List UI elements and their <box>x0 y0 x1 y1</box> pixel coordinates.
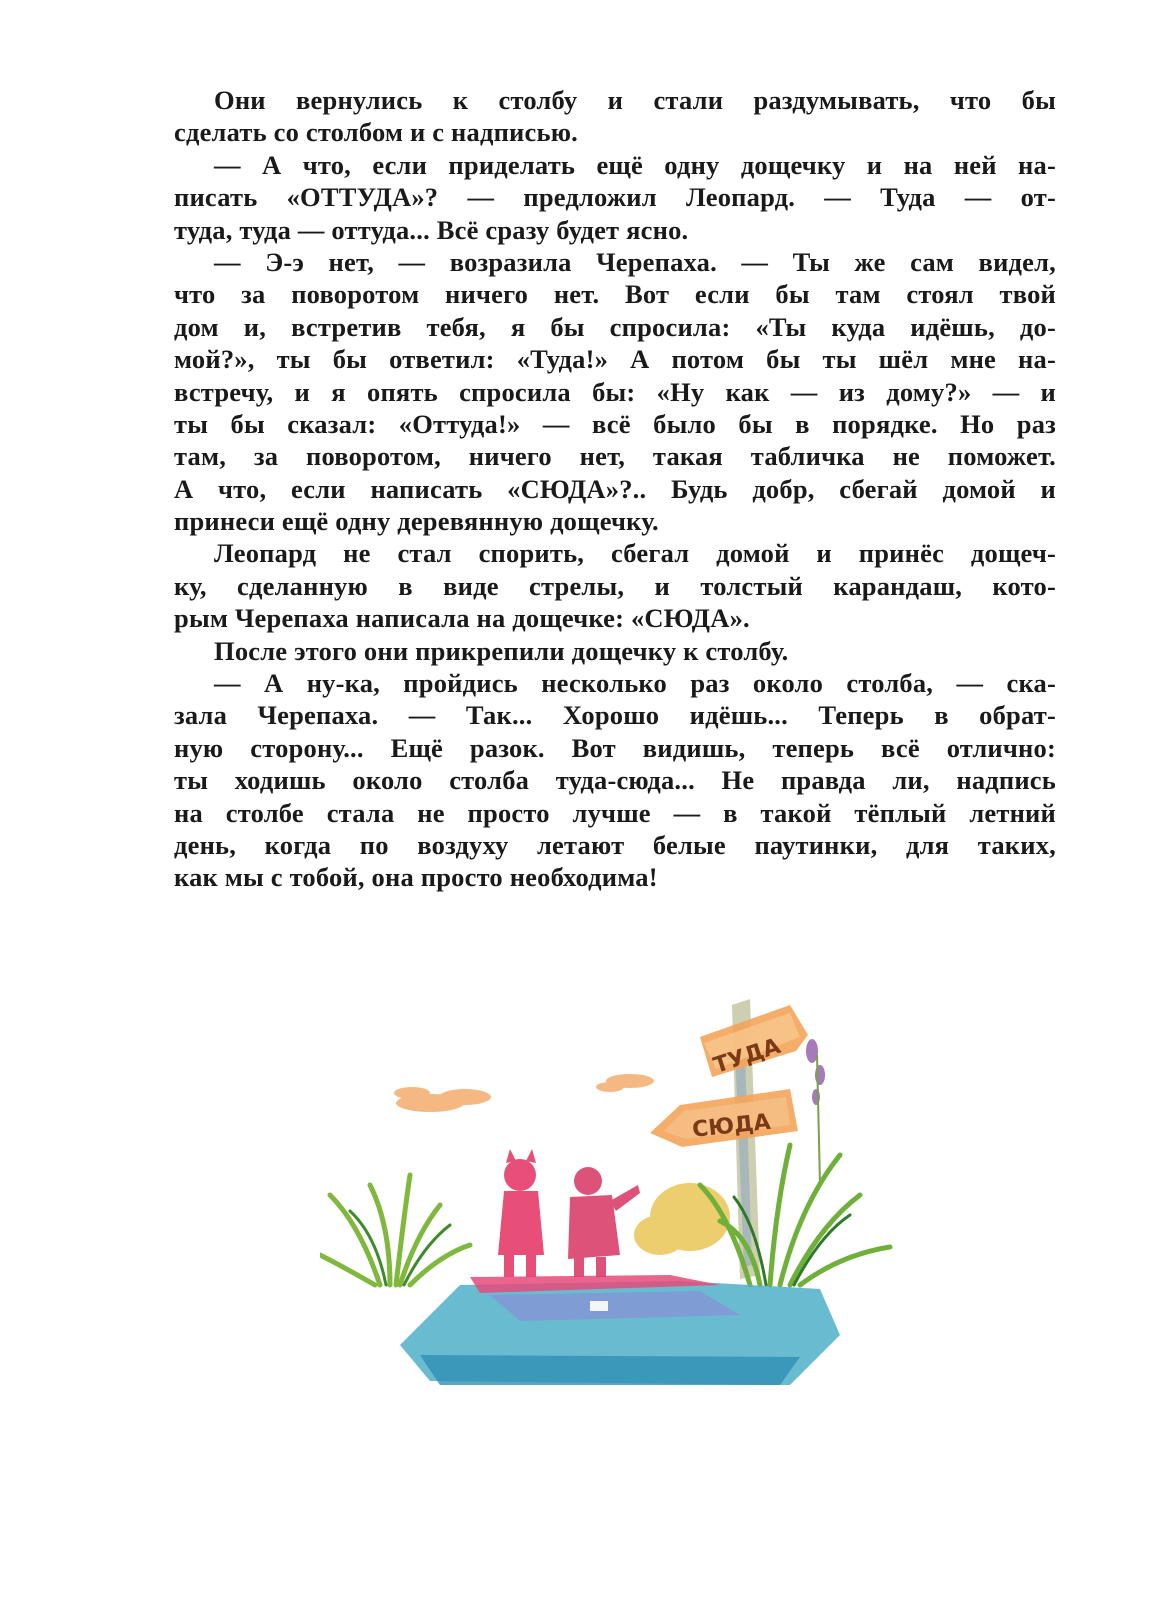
text-line: А что, если написать «СЮДА»?.. Будь добр, сбегай домой и <box>174 473 1056 504</box>
text-line: ную сторону... Ещё разок. Вот видишь, теперь всё отлично: <box>174 732 1056 763</box>
yellow-bush <box>634 1183 730 1255</box>
text-line: как мы с тобой, она просто необходима! <box>174 862 658 893</box>
text-line: там, за поворотом, ничего нет, такая табличка не поможет. <box>174 441 1056 472</box>
text-line: дом и, встретив тебя, я бы спросила: «Ты куда идёшь, до- <box>174 311 1056 342</box>
cloud-shape <box>394 1074 654 1112</box>
leopard-character <box>498 1149 544 1277</box>
text-line: сделать со столбом и с надписью. <box>174 117 578 148</box>
watercolor-illustration <box>320 985 900 1395</box>
text-line: зала Черепаха. — Так... Хорошо идёшь... Теперь в обрат- <box>174 700 1056 731</box>
text-line: Леопард не стал спорить, сбегал домой и принёс дощеч- <box>214 538 1056 569</box>
text-line: что за поворотом ничего нет. Вот если бы там стоял твой <box>174 279 1056 310</box>
text-line: ты ходишь около столба туда-сюда... Не правда ли, надпись <box>174 765 1056 796</box>
text-line: туда, туда — оттуда... Всё сразу будет ясно. <box>174 214 689 245</box>
sign-top-label: ТУДА <box>710 1033 784 1079</box>
lavender-flower <box>806 1039 825 1185</box>
text-line: ты бы сказал: «Оттуда!» — всё было бы в порядке. Но раз <box>174 408 1056 439</box>
grass-clump-left <box>320 1175 470 1285</box>
text-line: писать «ОТТУДА»? — предложил Леопард. — Туда — от- <box>174 182 1056 213</box>
turtle-character <box>568 1167 640 1277</box>
text-line: — А что, если приделать ещё одну дощечку и на ней на- <box>214 149 1056 180</box>
text-line: После этого они прикрепили дощечку к столбу. <box>214 635 789 666</box>
text-line: на столбе стала не просто лучше — в такой тёплый летний <box>174 797 1056 828</box>
text-line: ку, сделанную в виде стрелы, и толстый карандаш, кото- <box>174 570 1056 601</box>
text-line: мой?», ты бы ответил: «Туда!» А потом бы ты шёл мне на- <box>174 344 1056 375</box>
text-line: день, когда по воздуху летают белые паутинки, для таких, <box>174 829 1056 860</box>
text-line: принеси ещё одну деревянную дощечку. <box>174 506 659 537</box>
sign-bottom-label: СЮДА <box>691 1109 772 1143</box>
text-line: Они вернулись к столбу и стали раздумывать, что бы <box>214 85 1056 115</box>
road-path <box>400 1275 840 1385</box>
text-line: — Э-э нет, — возразила Черепаха. — Ты же сам видел, <box>214 246 1056 277</box>
text-line: — А ну-ка, пройдись несколько раз около столба, — ска- <box>214 668 1056 699</box>
text-line: рым Черепаха написала на дощечке: «СЮДА». <box>174 603 750 634</box>
text-line: встречу, и я опять спросила бы: «Ну как — из дому?» — и <box>174 376 1056 407</box>
story-text <box>174 84 1056 894</box>
